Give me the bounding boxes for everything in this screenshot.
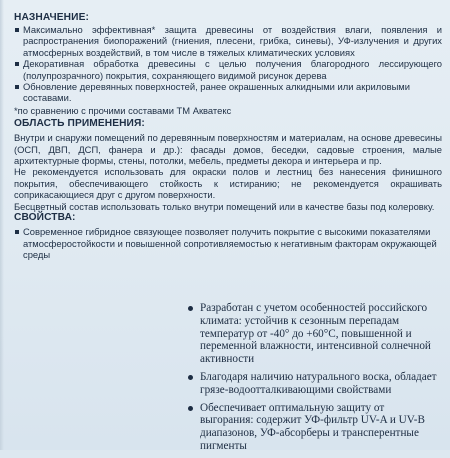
application-heading: ОБЛАСТЬ ПРИМЕНЕНИЯ:	[14, 118, 145, 130]
page-edge-shadow	[0, 0, 4, 450]
purpose-footnote: *по сравнению с прочими составами ТМ Акватекс	[14, 104, 232, 116]
application-paragraph: Не рекомендуется использовать для окраски полов и лестниц без нанесения финишного покрытия, обеспечивающего стойкость к истиранию; не рекомендуется окрашивать соприкасающиеся друг с другом поверхности.	[14, 166, 442, 201]
document-body	[14, 12, 442, 260]
purpose-heading: НАЗНАЧЕНИЕ:	[14, 12, 89, 23]
application-paragraph: Внутри и снаружи помещений по деревянным поверхностям и материалам, на основе древесины (ОСП, ДВП, ДСП, фанера и др.): фасады домов, беседки, садовые строения, малые архитектурные формы, стены, потолки, мебель, предметы декора и интерьера и пр.	[14, 132, 442, 167]
properties-heading: СВОЙСТВА:	[14, 212, 76, 224]
purpose-item: Обновление деревянных поверхностей, ранее окрашенных алкидными или акриловыми составами.	[14, 81, 442, 104]
properties-list	[188, 302, 440, 458]
property-item: Благодаря наличию натурального воска, обладает грязе-водоотталкивающими свойствами	[188, 371, 440, 397]
application-paragraph: Бесцветный состав использовать только внутри помещений или в качестве базы под колеровку.	[14, 200, 435, 212]
property-item: Разработан с учетом особенностей российского климата: устойчив к сезонным перепадам температур от -40° до +60°С, повышенной и переменной влажности, интенсивной солнечной активности	[188, 302, 440, 366]
purpose-item: Декоративная обработка древесины с целью получения благородного лессирующего (полупрозрачного) покрытия, сохраняющего видимой рисунок дерева	[14, 58, 442, 81]
purpose-item: Максимально эффективная* защита древесины от воздействия влаги, появления и распространения биопоражений (гниения, плесени, грибка, синевы), УФ-излучения и других атмосферных воздействий, в том числе в тяжелых климатических условиях	[14, 24, 442, 58]
properties-intro: Современное гибридное связующее позволяет получить покрытие с высокими показателями атмосферостойкости и повышенной сопротивляемостью к негативным факторам окружающей среды	[14, 226, 442, 260]
property-item: Обеспечивает оптимальную защиту от выгорания: содержит УФ-фильтр UV-A и UV-B диапазонов, УФ-абсорберы и трансперентные пигменты	[188, 402, 440, 453]
